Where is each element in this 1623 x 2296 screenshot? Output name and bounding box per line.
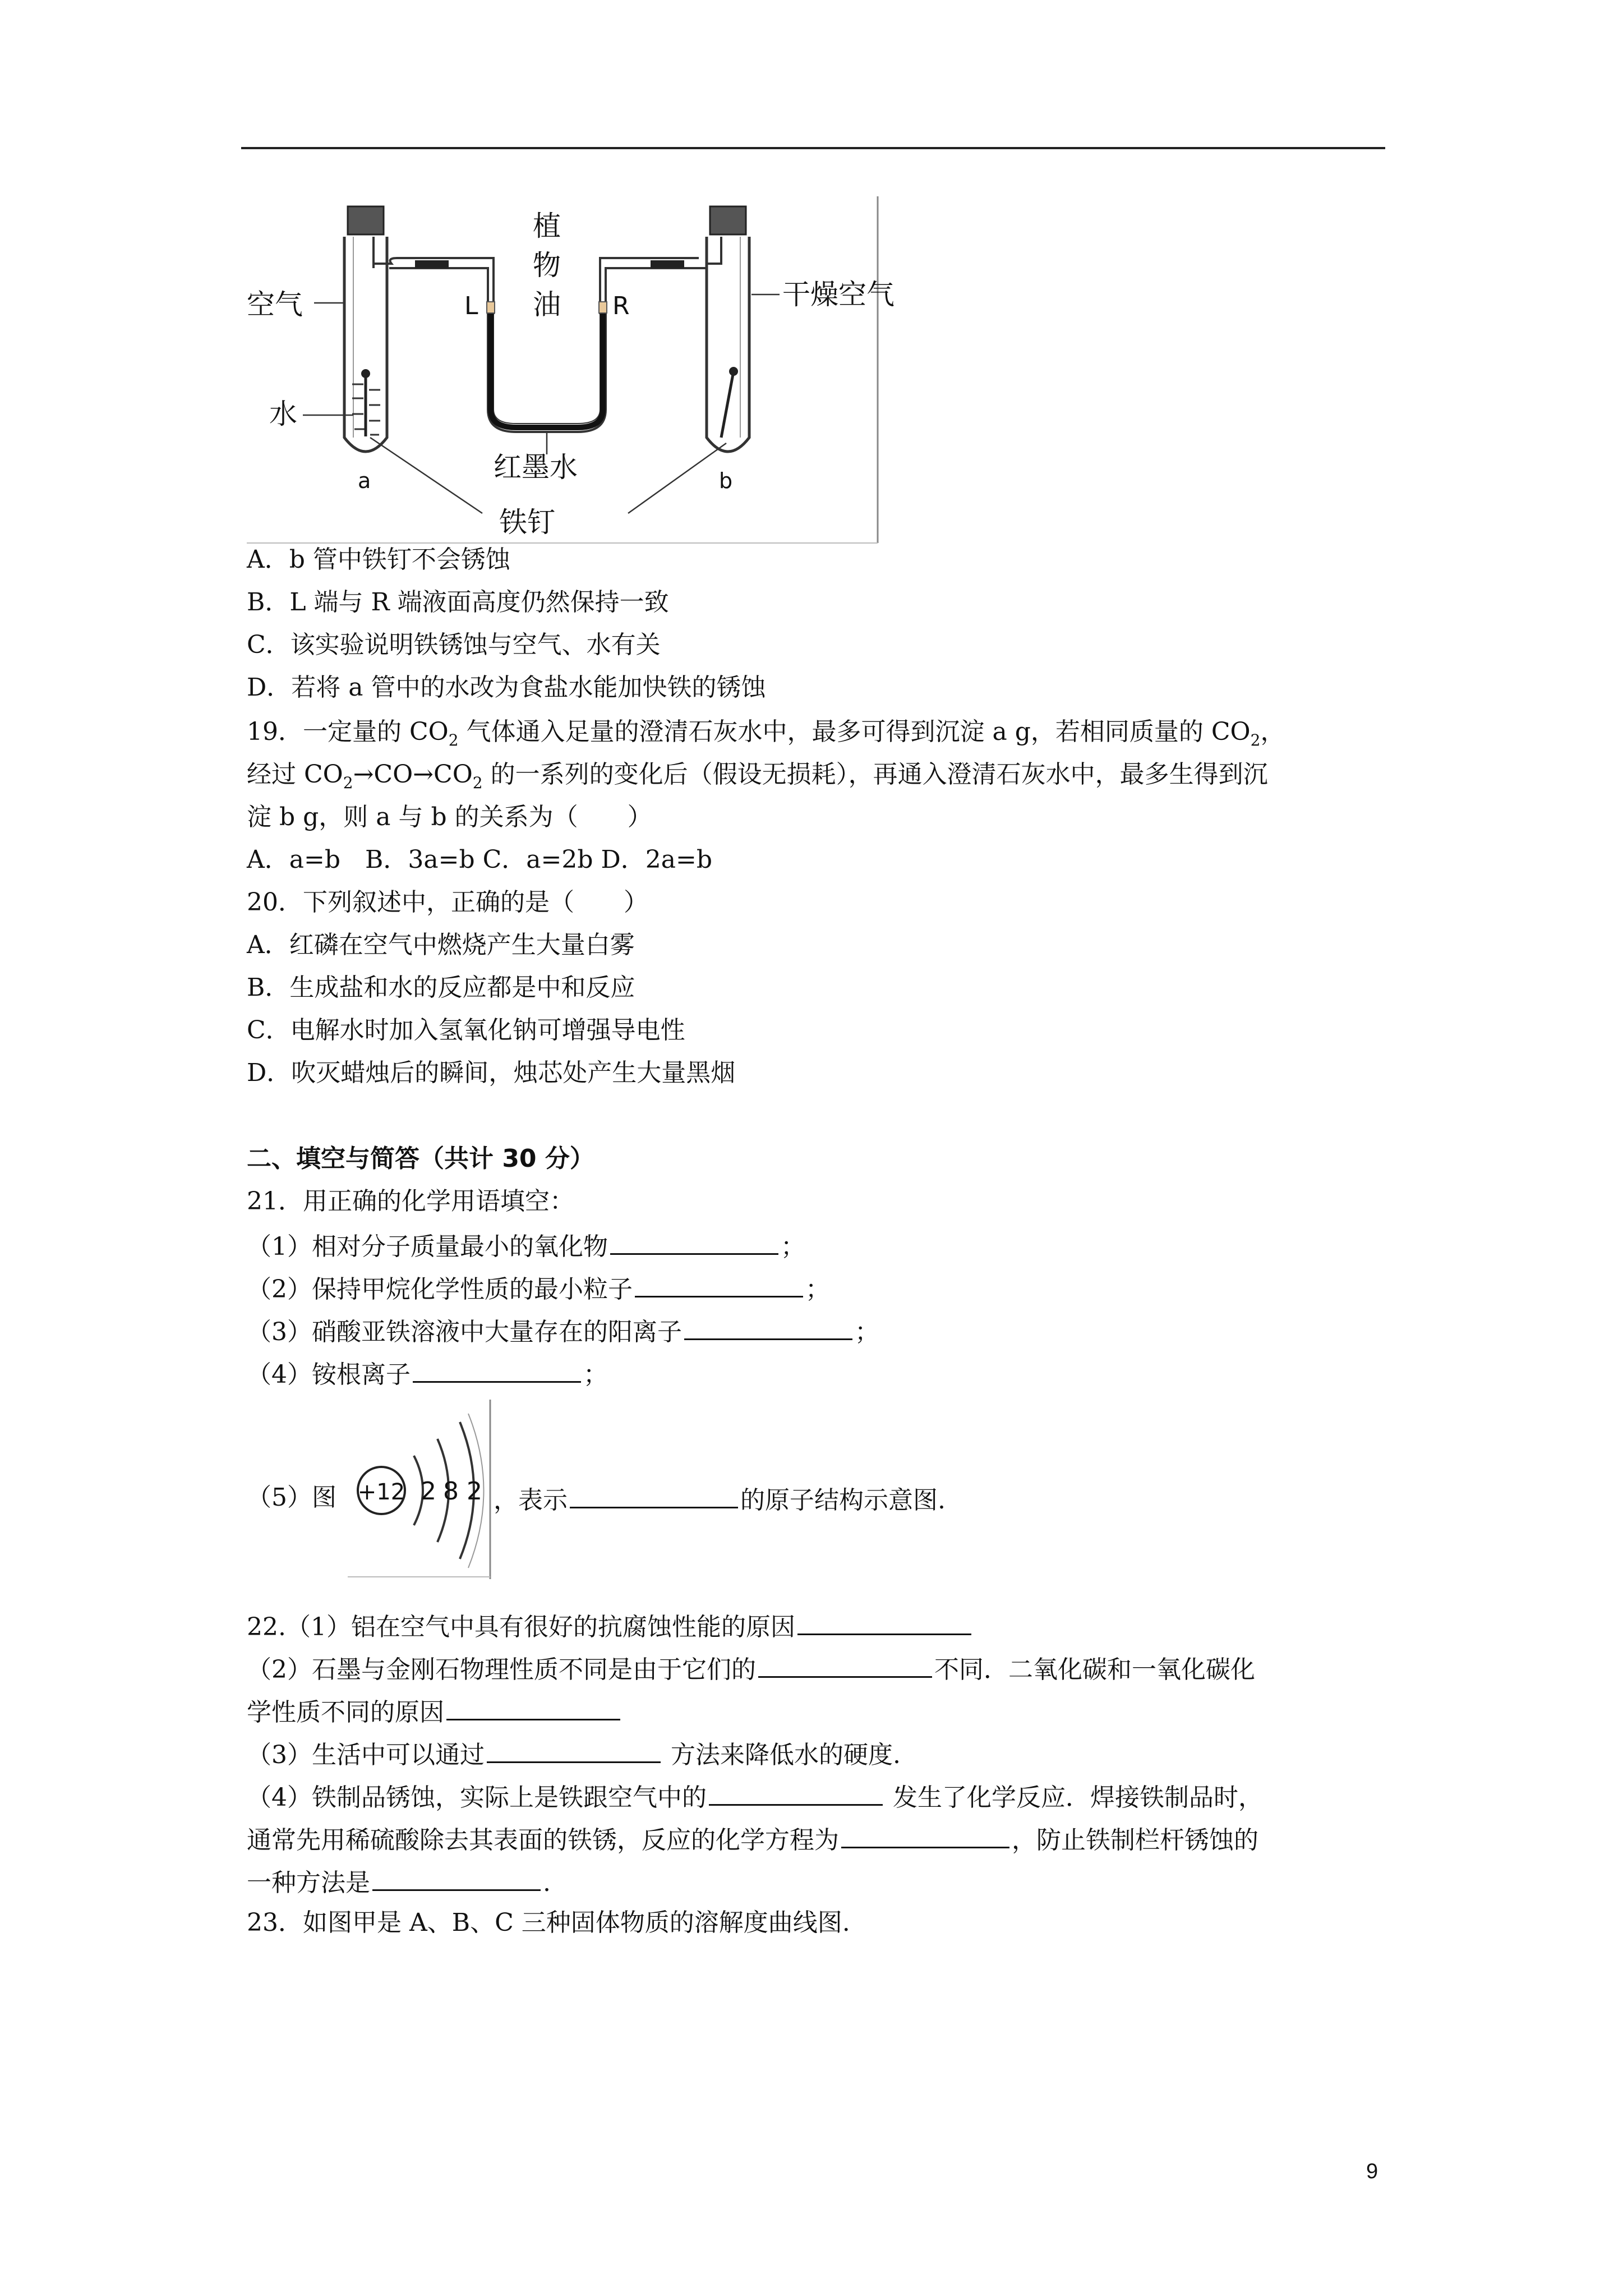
page-number: 9 [1366,2160,1378,2183]
section-2-title: 二、填空与简答（共计 30 分） [247,1144,594,1173]
label-a: a [358,468,371,493]
q19-line-1: 19．一定量的 $CO_2$ 气体通入足量的澄清石灰水中，最多可得到沉淀 a g，若相同质量的 $CO_2$， [247,717,1285,749]
q23-stem: 23．如图甲是 A、B、C 三种固体物质的溶解度曲线图. [247,1908,850,1937]
q21-blank-3[interactable] [684,1313,852,1340]
label-plant-oil-3: 油 [533,288,561,321]
q21-blank-5[interactable] [570,1481,738,1508]
q20-option-d: D．吹灭蜡烛后的瞬间，烛芯处产生大量黑烟 [247,1059,736,1087]
test-tube-b [707,206,749,452]
q21-part-4: （4）铵根离子 ； [247,1355,608,1392]
q21-stem: 21．用正确的化学用语填空： [247,1187,574,1216]
label-L: L [464,292,478,320]
q22-blank-1[interactable] [797,1608,971,1635]
label-water: 水 [269,398,297,430]
q19-options: A．a=b B．3a=b C．a=2b D．2a=b [247,845,713,874]
q22-part-4-line-3: 一种方法是 . [247,1864,551,1900]
header-rule [241,147,1385,149]
q18-option-c: C．该实验说明铁锈蚀与空气、水有关 [247,631,661,659]
q18-option-d: D．若将 a 管中的水改为食盐水能加快铁的锈蚀 [247,673,766,702]
label-plant-oil-1: 植 [533,210,561,242]
label-air: 空气 [247,288,303,321]
atom-shell-1: 2 [421,1477,436,1506]
q20-option-b: B．生成盐和水的反应都是中和反应 [247,973,635,1002]
q22-part-2-line-2: 学性质不同的原因 [247,1693,623,1729]
q22-blank-5[interactable] [709,1778,883,1806]
q22-part-1: 22.（1）铝在空气中具有很好的抗腐蚀性能的原因 [247,1608,974,1644]
q19-line-3: 淀 b g，则 a 与 b 的关系为（ ） [247,803,652,831]
atom-structure-diagram [348,1400,494,1579]
q21-part-5: ，表示 的原子结构示意图. [494,1481,946,1517]
q21-part-1: （1）相对分子质量最小的氧化物 ； [247,1227,805,1264]
label-R: R [612,292,630,320]
q22-blank-3[interactable] [446,1693,620,1720]
q22-part-2-line-1: （2）石墨与金刚石物理性质不同是由于它们的 不同．二氧化碳和一氧化碳化 [247,1650,1255,1687]
q22-part-4-line-1: （4）铁制品锈蚀，实际上是铁跟空气中的 发生了化学反应．焊接铁制品时， [247,1778,1263,1815]
q22-part-4-line-2: 通常先用稀硫酸除去其表面的铁锈，反应的化学方程为 ，防止铁制栏杆锈蚀的 [247,1821,1258,1857]
q21-blank-1[interactable] [610,1227,778,1255]
atom-nucleus-label: +12 [357,1479,405,1505]
q20-stem: 20．下列叙述中，正确的是（ ） [247,888,648,917]
atom-shell-2: 8 [443,1477,459,1506]
q19-line-2: 经过 $CO_2\to CO\to CO_2$ 的一系列的变化后（假设无损耗），再通入澄清石灰水中，最多生得到沉 [247,760,1268,792]
q21-part-2: （2）保持甲烷化学性质的最小粒子 ； [247,1270,830,1306]
q18-option-b: B．L 端与 R 端液面高度仍然保持一致 [247,588,669,616]
label-dry-air: 干燥空气 [782,278,895,311]
q20-option-a: A．红磷在空气中燃烧产生大量白雾 [247,931,635,959]
rust-experiment-figure [247,196,895,544]
atom-shell-3: 2 [467,1477,482,1506]
u-tube [487,302,607,432]
q18-option-a: A．b 管中铁钉不会锈蚀 [247,545,510,574]
label-plant-oil-2: 物 [533,249,561,282]
q22-blank-2[interactable] [758,1650,932,1678]
q21-blank-4[interactable] [413,1355,581,1383]
label-iron-nail: 铁钉 [499,506,555,539]
q22-blank-6[interactable] [841,1821,1009,1848]
label-b: b [719,468,733,493]
label-red-ink: 红墨水 [494,451,578,484]
q22-blank-4[interactable] [487,1736,661,1763]
q22-part-3: （3）生活中可以通过 方法来降低水的硬度. [247,1736,901,1772]
q21-part-3: （3）硝酸亚铁溶液中大量存在的阳离子 ； [247,1313,879,1349]
q21-blank-2[interactable] [635,1270,803,1297]
q20-option-c: C．电解水时加入氢氧化钠可增强导电性 [247,1016,685,1045]
q21-part-5-prefix: （5）图 [247,1483,336,1512]
q22-blank-7[interactable] [372,1864,541,1891]
